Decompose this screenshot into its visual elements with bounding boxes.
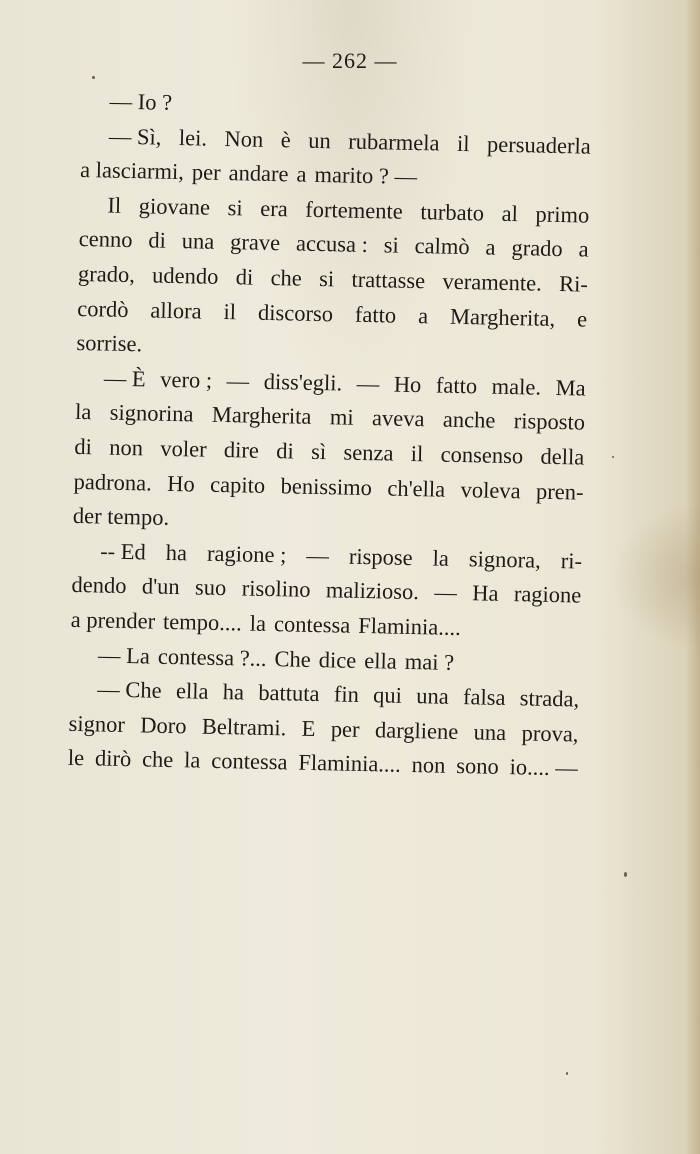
word: sorrise. [76, 330, 143, 357]
word: lei. [178, 124, 208, 151]
word: ella [364, 647, 398, 674]
word: contessa [211, 748, 288, 775]
word: grado [511, 235, 563, 262]
word: a lasciarmi, [79, 157, 185, 185]
page-edge-shadow [686, 0, 700, 1154]
word: — Sì, [108, 123, 162, 150]
word: risolino [241, 575, 311, 603]
paper-speck [566, 1072, 568, 1075]
word: Che [274, 645, 312, 672]
paper-speck [92, 76, 95, 79]
word: della [540, 443, 585, 470]
word: signor [68, 710, 126, 737]
word: strada, [519, 685, 580, 712]
word: il [410, 440, 424, 467]
word: — Io ? [109, 88, 173, 115]
word: — È [103, 365, 146, 392]
word: capito [209, 471, 266, 498]
word: risposto [513, 408, 586, 435]
word: ragione ; [206, 540, 287, 568]
word: sì [310, 438, 327, 465]
word: che [141, 746, 174, 773]
word: — [226, 367, 250, 394]
word: un [308, 127, 332, 153]
word: Il [107, 192, 122, 218]
word: d'un [141, 573, 180, 600]
word: veramente. [442, 268, 543, 296]
word: udendo [151, 262, 219, 289]
word: si [318, 265, 335, 292]
word: a [417, 302, 429, 328]
word: dirò [94, 745, 132, 772]
word: rispose [348, 543, 413, 570]
word: -- Ed [99, 538, 147, 565]
word: prova, [521, 720, 579, 747]
word: una [415, 683, 450, 709]
paper-speck [624, 872, 627, 877]
word: marito ? — [314, 162, 418, 190]
word: di [235, 264, 254, 290]
word: aveva [371, 405, 425, 432]
word: der tempo. [72, 503, 170, 531]
word: qui [372, 682, 403, 708]
word: a [578, 236, 589, 263]
word: si [227, 194, 243, 221]
word: è [280, 126, 292, 152]
word: per [330, 716, 360, 742]
word: per [191, 159, 221, 186]
word: primo [535, 201, 590, 228]
word: era [260, 195, 288, 222]
word: io.... — [509, 754, 579, 781]
word: Ha [471, 580, 499, 607]
word: ha [222, 679, 245, 705]
word: dargliene [374, 716, 459, 744]
word: battuta [258, 679, 320, 707]
word: padrona. [73, 468, 153, 496]
word: ella [175, 678, 209, 704]
word: vero ; [160, 366, 213, 393]
word: mai ? [404, 648, 455, 675]
word: diss'egli. [263, 368, 343, 396]
word: ch'ella [387, 475, 446, 502]
body-text [68, 84, 592, 786]
word: Non [224, 125, 264, 152]
word: contessa [273, 611, 351, 638]
word: contessa ?... [157, 643, 267, 671]
word: il [456, 130, 470, 156]
word: le [67, 745, 85, 771]
word: Ri- [558, 271, 589, 297]
word: a prender [70, 606, 156, 634]
word: a [296, 161, 307, 187]
word: falsa [462, 684, 506, 711]
word: suo [194, 574, 227, 601]
word: E [301, 715, 316, 741]
word: Ho [166, 470, 195, 496]
word: al [501, 200, 519, 226]
word: dendo [71, 572, 127, 599]
word: signora, [468, 545, 542, 573]
word: fatto [435, 372, 478, 399]
word: Margherita [211, 402, 312, 430]
word: — [306, 542, 330, 568]
word: male. [491, 373, 542, 400]
word: accusa : [295, 230, 369, 258]
word: calmò [414, 233, 470, 260]
word: di [74, 433, 93, 460]
word: mi [329, 404, 354, 431]
word: il [223, 298, 237, 324]
word: la [249, 610, 267, 636]
word: ri- [560, 547, 583, 574]
word: non [109, 434, 144, 461]
word: voleva [460, 476, 521, 503]
word: grado, [77, 260, 136, 288]
word: Doro [140, 712, 187, 739]
word: non [411, 752, 446, 779]
word: Ma [555, 374, 586, 401]
word: discorso [257, 299, 334, 326]
word: — [356, 370, 380, 397]
word: una [473, 719, 507, 745]
word: che [270, 264, 303, 291]
page-number: — 262 — [302, 48, 398, 73]
word: persuaderla [486, 131, 592, 159]
word: — La [97, 641, 151, 669]
word: cenno [78, 226, 133, 253]
word: andare [228, 160, 289, 187]
word: a [485, 234, 496, 261]
word: Beltrami. [201, 713, 287, 741]
word: Margherita, [449, 303, 556, 331]
word: la [183, 747, 201, 773]
paper-speck [612, 456, 614, 458]
word: fortemente [305, 196, 404, 224]
word: di [148, 227, 167, 254]
word: e [576, 305, 588, 332]
word: senza [343, 439, 394, 466]
word: di [276, 438, 295, 464]
word: grave [229, 229, 281, 256]
word: malizioso. [325, 577, 420, 605]
word: signorina [109, 400, 194, 427]
word: tempo.... [162, 608, 243, 636]
word: trattasse [351, 266, 426, 294]
word: voler [160, 435, 207, 462]
word: si [383, 232, 400, 259]
word: — Che [97, 676, 162, 703]
word: dire [223, 436, 260, 463]
word: la [432, 545, 450, 571]
word: rubarmela [348, 128, 440, 156]
word: benissimo [280, 472, 373, 500]
word: anche [442, 406, 496, 434]
word: consenso [440, 441, 524, 469]
word: fin [333, 681, 360, 708]
word: Flaminia.... [358, 612, 462, 640]
word: — [434, 579, 458, 606]
word: Ho [393, 371, 422, 397]
word: una [181, 228, 215, 255]
word: fatto [354, 301, 397, 328]
word: dice [318, 646, 357, 673]
word: Flaminia.... [298, 749, 402, 778]
word: cordò [77, 295, 129, 322]
word: sono [456, 753, 500, 780]
word: la [74, 399, 92, 425]
word: pren- [535, 478, 584, 505]
word: turbato [420, 198, 485, 226]
word: allora [150, 297, 202, 324]
word: ha [165, 539, 188, 566]
word: ragione [513, 581, 582, 608]
word: giovane [138, 193, 211, 220]
